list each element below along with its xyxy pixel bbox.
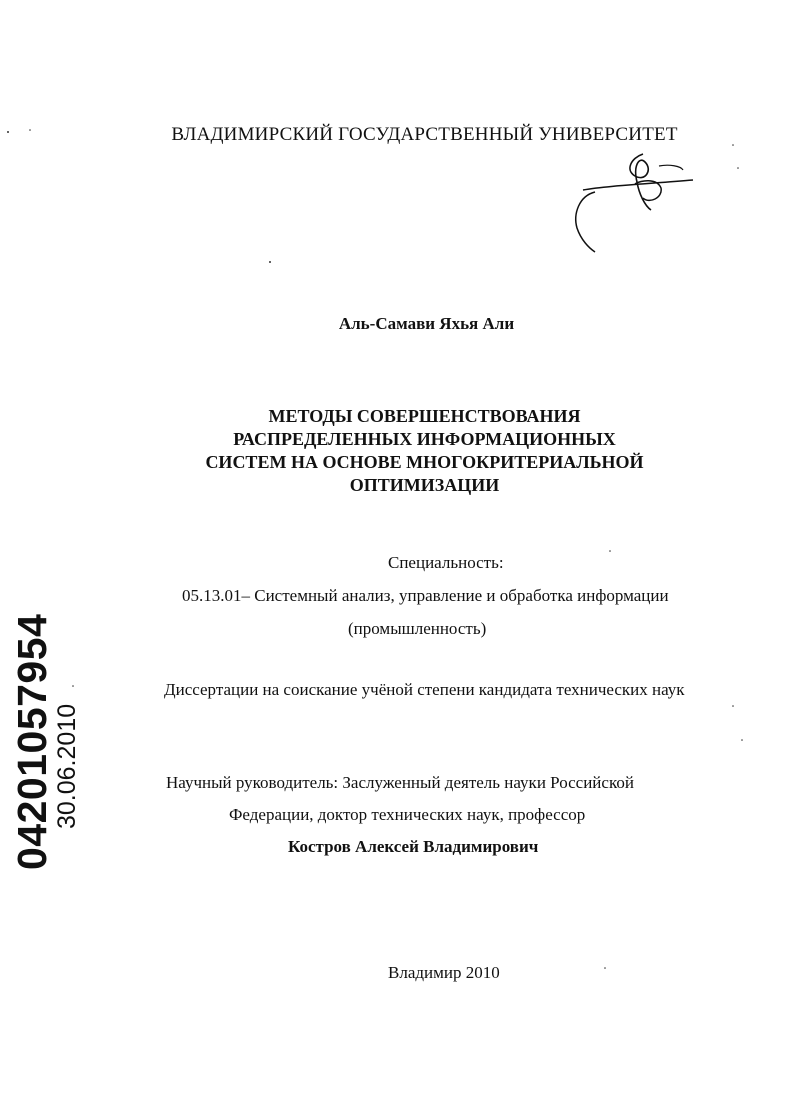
specialty-label: Специальность: <box>388 553 504 572</box>
city-year: Владимир 2010 <box>388 963 500 982</box>
dissertation-title <box>0 405 793 497</box>
author-name: Аль-Самави Яхья Али <box>338 314 515 333</box>
supervisor-line-1: Научный руководитель: Заслуженный деятель науки Российской <box>166 773 634 792</box>
stamp-date: 30.06.2010 <box>53 703 81 829</box>
specialty-code: 05.13.01– Системный анализ, управление и обработка информации <box>182 586 669 605</box>
handwritten-signature <box>565 148 705 258</box>
title-line: РАСПРЕДЕЛЕННЫХ ИНФОРМАЦИОННЫХ <box>233 429 616 449</box>
supervisor-line-2: Федерации, доктор технических наук, профессор <box>229 805 586 824</box>
title-line: МЕТОДЫ СОВЕРШЕНСТВОВАНИЯ <box>268 406 581 426</box>
supervisor-name: Костров Алексей Владимирович <box>288 837 539 856</box>
specialty-qualifier: (промышленность) <box>348 619 487 638</box>
title-line: ОПТИМИЗАЦИИ <box>349 475 500 495</box>
stamp-number: 04201057954 <box>9 613 55 870</box>
university-name: ВЛАДИМИРСКИЙ ГОСУДАРСТВЕННЫЙ УНИВЕРСИТЕТ <box>171 124 678 145</box>
title-line: СИСТЕМ НА ОСНОВЕ МНОГОКРИТЕРИАЛЬНОЙ <box>205 452 644 472</box>
degree-statement: Диссертации на соискание учёной степени кандидата технических наук <box>164 680 685 699</box>
